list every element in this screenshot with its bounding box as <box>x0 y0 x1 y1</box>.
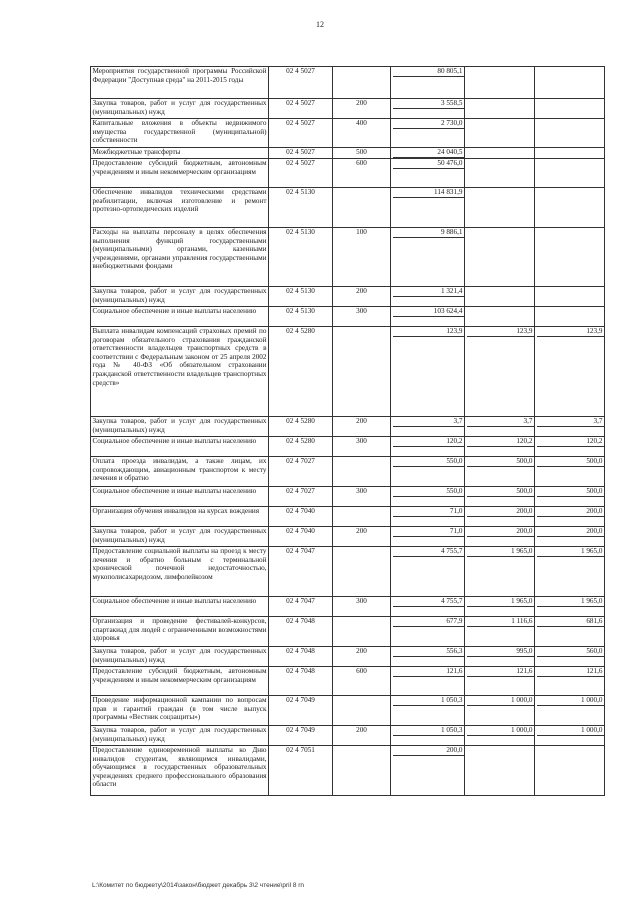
row-value-2016-cell <box>535 617 605 647</box>
row-value-2016-cell <box>535 487 605 507</box>
row-value: 4 755,7 <box>393 597 465 607</box>
row-value-2014-cell <box>391 726 465 746</box>
row-name-cell: Закупка товаров, работ и услуг для государственных (муниципальных) нужд <box>91 417 269 437</box>
row-code-cell: 02 4 7048 <box>269 617 333 647</box>
row-value-2014-cell <box>391 437 465 457</box>
row-code-cell: 02 4 5130 <box>269 307 333 327</box>
table-row <box>91 527 605 547</box>
row-value-2016-cell <box>535 67 605 99</box>
row-value-2014-cell <box>391 99 465 119</box>
row-code-cell: 02 4 5027 <box>269 119 333 148</box>
row-value-2016-cell <box>535 307 605 327</box>
row-value: 9 886,1 <box>393 228 465 238</box>
row-type-cell: 200 <box>333 99 391 119</box>
row-value: 550,0 <box>393 487 465 497</box>
row-value: 4 755,7 <box>393 547 465 557</box>
table-row <box>91 547 605 597</box>
row-value-2015-cell <box>465 726 535 746</box>
row-code-cell: 02 4 5130 <box>269 228 333 287</box>
row-value-2014-cell <box>391 67 465 99</box>
row-name-cell: Организация обучения инвалидов на курсах вождения <box>91 507 269 527</box>
row-value: 556,3 <box>393 647 465 657</box>
row-value: 1 050,3 <box>393 726 465 736</box>
budget-table <box>90 66 605 796</box>
row-name-cell: Проведение информационной кампании по вопросам прав и гарантий граждан (в том числе выпуск программы «Вестник соцзащиты») <box>91 696 269 726</box>
row-name-cell: Капитальные вложения в объекты недвижимого имущества государственной (муниципальной) собственности <box>91 119 269 148</box>
table-row <box>91 159 605 188</box>
row-value-2014-cell <box>391 746 465 796</box>
row-value-2015-cell <box>465 188 535 228</box>
row-value-2014-cell <box>391 547 465 597</box>
row-value-2014-cell <box>391 696 465 726</box>
row-value-2016-cell <box>535 417 605 437</box>
row-value: 1 116,6 <box>467 617 535 627</box>
row-value-2015-cell <box>465 327 535 417</box>
row-value-2016-cell <box>535 437 605 457</box>
row-value: 120,2 <box>537 437 605 447</box>
row-code-cell: 02 4 7040 <box>269 507 333 527</box>
row-name-cell: Предоставление социальной выплаты на проезд к месту лечения и обратно больным с терминальной хронической почечной недостаточностью, мукополисахаридозом, лимфолейкозом <box>91 547 269 597</box>
row-type-cell <box>333 746 391 796</box>
row-code-cell: 02 4 5027 <box>269 159 333 188</box>
row-code-cell: 02 4 7051 <box>269 746 333 796</box>
row-value-2016-cell <box>535 667 605 696</box>
row-value-2015-cell <box>465 746 535 796</box>
row-name-cell: Закупка товаров, работ и услуг для государственных (муниципальных) нужд <box>91 527 269 547</box>
row-type-cell: 200 <box>333 647 391 667</box>
row-type-cell <box>333 67 391 99</box>
budget-table-body <box>91 67 605 796</box>
table-row <box>91 597 605 617</box>
row-value-2014-cell <box>391 457 465 487</box>
row-value: 50 476,0 <box>393 159 465 169</box>
row-code-cell: 02 4 7048 <box>269 667 333 696</box>
row-value: 1 965,0 <box>467 547 535 557</box>
table-row <box>91 507 605 527</box>
row-value-2016-cell <box>535 287 605 307</box>
row-code-cell: 02 4 7049 <box>269 726 333 746</box>
row-type-cell: 300 <box>333 307 391 327</box>
row-type-cell: 200 <box>333 287 391 307</box>
row-name-cell: Выплата инвалидам компенсаций страховых премий по договорам обязательного страхования гражданской ответственности владельцев транспортных средств в соответствии с Федеральным законом от 25 апреля 2002 года № 40-ФЗ «Об обязательном страховании гражданской ответственности владельцев транспортных средств» <box>91 327 269 417</box>
row-value-2015-cell <box>465 119 535 148</box>
table-row <box>91 437 605 457</box>
row-value-2015-cell <box>465 148 535 159</box>
row-value-2016-cell <box>535 159 605 188</box>
row-value-2016-cell <box>535 726 605 746</box>
row-value: 103 624,4 <box>393 307 465 317</box>
table-row <box>91 726 605 746</box>
row-name-cell: Социальное обеспечение и иные выплаты населению <box>91 597 269 617</box>
row-value: 1 965,0 <box>537 547 605 557</box>
row-value-2015-cell <box>465 417 535 437</box>
row-name-cell: Закупка товаров, работ и услуг для государственных (муниципальных) нужд <box>91 726 269 746</box>
row-value-2014-cell <box>391 417 465 437</box>
row-type-cell <box>333 507 391 527</box>
row-value: 24 040,5 <box>393 148 465 158</box>
row-value: 681,6 <box>537 617 605 627</box>
row-value: 995,0 <box>467 647 535 657</box>
row-name-cell: Закупка товаров, работ и услуг для государственных (муниципальных) нужд <box>91 99 269 119</box>
row-value-2014-cell <box>391 597 465 617</box>
row-value-2015-cell <box>465 437 535 457</box>
row-value: 123,9 <box>537 327 605 337</box>
row-type-cell: 500 <box>333 148 391 159</box>
table-row <box>91 746 605 796</box>
row-name-cell: Закупка товаров, работ и услуг для государственных (муниципальных) нужд <box>91 647 269 667</box>
table-row <box>91 617 605 647</box>
row-value-2014-cell <box>391 327 465 417</box>
row-value: 550,0 <box>393 457 465 467</box>
table-row <box>91 119 605 148</box>
row-value-2015-cell <box>465 487 535 507</box>
row-value-2016-cell <box>535 188 605 228</box>
row-value-2014-cell <box>391 119 465 148</box>
row-type-cell: 100 <box>333 228 391 287</box>
row-code-cell: 02 4 5130 <box>269 188 333 228</box>
row-value: 1 965,0 <box>537 597 605 607</box>
row-code-cell: 02 4 5280 <box>269 437 333 457</box>
row-code-cell: 02 4 7027 <box>269 457 333 487</box>
row-value-2015-cell <box>465 507 535 527</box>
table-row <box>91 457 605 487</box>
row-value-2015-cell <box>465 457 535 487</box>
row-value: 200,0 <box>393 746 465 756</box>
row-value-2016-cell <box>535 119 605 148</box>
row-value-2014-cell <box>391 507 465 527</box>
row-value-2016-cell <box>535 457 605 487</box>
row-type-cell <box>333 327 391 417</box>
row-name-cell: Предоставление субсидий бюджетным, автономным учреждениям и иным некоммерческим организациям <box>91 159 269 188</box>
row-code-cell: 02 4 5027 <box>269 99 333 119</box>
row-value-2014-cell <box>391 307 465 327</box>
table-row <box>91 287 605 307</box>
row-code-cell: 02 4 7049 <box>269 696 333 726</box>
table-row <box>91 228 605 287</box>
row-type-cell: 200 <box>333 527 391 547</box>
row-code-cell: 02 4 5280 <box>269 327 333 417</box>
row-type-cell: 200 <box>333 417 391 437</box>
row-value: 1 000,0 <box>537 726 605 736</box>
row-value: 1 000,0 <box>537 696 605 706</box>
row-name-cell: Предоставление единовременной выплаты ко Дню инвалидов студентам, являющимся инвалидами, обучающимся в государственных образовательных учреждениях среднего профессионального образования области <box>91 746 269 796</box>
row-value: 1 000,0 <box>467 726 535 736</box>
row-value: 121,6 <box>537 667 605 677</box>
row-value-2015-cell <box>465 647 535 667</box>
row-value-2014-cell <box>391 159 465 188</box>
row-value-2015-cell <box>465 547 535 597</box>
row-type-cell: 200 <box>333 726 391 746</box>
row-name-cell: Межбюджетные трансферты <box>91 148 269 159</box>
row-value: 121,6 <box>467 667 535 677</box>
row-value-2016-cell <box>535 647 605 667</box>
row-value-2015-cell <box>465 597 535 617</box>
row-value: 71,0 <box>393 527 465 537</box>
row-value-2016-cell <box>535 547 605 597</box>
row-type-cell <box>333 457 391 487</box>
row-value-2015-cell <box>465 696 535 726</box>
row-value: 1 000,0 <box>467 696 535 706</box>
row-value: 1 050,3 <box>393 696 465 706</box>
table-row <box>91 67 605 99</box>
row-type-cell: 400 <box>333 119 391 148</box>
row-value: 200,0 <box>467 507 535 517</box>
row-value-2016-cell <box>535 327 605 417</box>
row-value: 3,7 <box>393 417 465 427</box>
row-value-2016-cell <box>535 696 605 726</box>
row-type-cell: 300 <box>333 597 391 617</box>
row-name-cell: Расходы на выплаты персоналу в целях обеспечения выполнения функций государственными (муниципальными) органами, казенными учреждениями, органами управления государственными внебюджетными фондами <box>91 228 269 287</box>
row-value-2014-cell <box>391 228 465 287</box>
row-value-2014-cell <box>391 527 465 547</box>
table-row <box>91 307 605 327</box>
row-name-cell: Мероприятия государственной программы Российской Федерации "Доступная среда" на 2011-2015 годы <box>91 67 269 99</box>
row-value: 71,0 <box>393 507 465 517</box>
row-value-2014-cell <box>391 647 465 667</box>
row-value: 80 805,1 <box>393 67 465 77</box>
table-row <box>91 188 605 228</box>
row-value: 1 965,0 <box>467 597 535 607</box>
row-value-2015-cell <box>465 99 535 119</box>
row-value-2014-cell <box>391 287 465 307</box>
row-type-cell: 600 <box>333 159 391 188</box>
row-code-cell: 02 4 7027 <box>269 487 333 507</box>
table-row <box>91 667 605 696</box>
row-value: 500,0 <box>537 487 605 497</box>
row-name-cell: Закупка товаров, работ и услуг для государственных (муниципальных) нужд <box>91 287 269 307</box>
row-value: 121,6 <box>393 667 465 677</box>
row-value-2016-cell <box>535 99 605 119</box>
row-code-cell: 02 4 5027 <box>269 148 333 159</box>
row-name-cell: Социальное обеспечение и иные выплаты населению <box>91 437 269 457</box>
row-value-2016-cell <box>535 597 605 617</box>
page-number: 12 <box>316 20 324 29</box>
row-name-cell: Социальное обеспечение и иные выплаты населению <box>91 487 269 507</box>
row-code-cell: 02 4 7040 <box>269 527 333 547</box>
row-code-cell: 02 4 7047 <box>269 547 333 597</box>
table-row <box>91 99 605 119</box>
row-value: 123,9 <box>393 327 465 337</box>
row-value: 200,0 <box>537 527 605 537</box>
row-value: 3,7 <box>537 417 605 427</box>
row-code-cell: 02 4 7047 <box>269 597 333 617</box>
row-value-2015-cell <box>465 307 535 327</box>
row-value: 3 558,5 <box>393 99 465 109</box>
row-value: 1 321,4 <box>393 287 465 297</box>
row-value-2015-cell <box>465 228 535 287</box>
row-code-cell: 02 4 7048 <box>269 647 333 667</box>
row-type-cell <box>333 547 391 597</box>
table-row <box>91 148 605 159</box>
row-value-2014-cell <box>391 667 465 696</box>
table-row <box>91 417 605 437</box>
row-type-cell: 300 <box>333 437 391 457</box>
row-value-2016-cell <box>535 228 605 287</box>
row-type-cell: 300 <box>333 487 391 507</box>
row-value-2016-cell <box>535 148 605 159</box>
row-value-2016-cell <box>535 746 605 796</box>
row-value-2014-cell <box>391 188 465 228</box>
row-type-cell <box>333 696 391 726</box>
row-name-cell: Оплата проезда инвалидам, а также лицам, их сопровождающим, авиационным транспортом к месту лечения и обратно <box>91 457 269 487</box>
row-value: 677,9 <box>393 617 465 627</box>
row-value-2014-cell <box>391 148 465 159</box>
table-row <box>91 487 605 507</box>
row-value: 560,0 <box>537 647 605 657</box>
row-value-2015-cell <box>465 617 535 647</box>
row-type-cell: 600 <box>333 667 391 696</box>
row-value: 3,7 <box>467 417 535 427</box>
row-value: 500,0 <box>467 457 535 467</box>
table-row <box>91 696 605 726</box>
row-value: 114 831,9 <box>393 188 465 198</box>
table-row <box>91 647 605 667</box>
row-name-cell: Предоставление субсидий бюджетным, автономным учреждениям и иным некоммерческим организациям <box>91 667 269 696</box>
row-type-cell <box>333 188 391 228</box>
row-value-2015-cell <box>465 287 535 307</box>
row-code-cell: 02 4 5130 <box>269 287 333 307</box>
row-value-2014-cell <box>391 487 465 507</box>
row-value: 120,2 <box>467 437 535 447</box>
row-value: 120,2 <box>393 437 465 447</box>
row-value-2015-cell <box>465 159 535 188</box>
row-type-cell <box>333 617 391 647</box>
row-name-cell: Организация и проведение фестивалей-конкурсов, спартакиад для людей с ограниченными возможностями здоровья <box>91 617 269 647</box>
row-value-2016-cell <box>535 527 605 547</box>
row-value: 500,0 <box>537 457 605 467</box>
row-value: 200,0 <box>537 507 605 517</box>
row-value-2014-cell <box>391 617 465 647</box>
row-value: 500,0 <box>467 487 535 497</box>
row-value-2015-cell <box>465 527 535 547</box>
table-row <box>91 327 605 417</box>
row-value-2015-cell <box>465 667 535 696</box>
row-value-2016-cell <box>535 507 605 527</box>
row-value: 123,9 <box>467 327 535 337</box>
row-name-cell: Социальное обеспечение и иные выплаты населению <box>91 307 269 327</box>
row-value: 2 730,0 <box>393 119 465 129</box>
row-code-cell: 02 4 5027 <box>269 67 333 99</box>
row-value: 200,0 <box>467 527 535 537</box>
footer-file-path: L:\Комитет по бюджету\2014\закон\бюджет декабрь 3\2 чтение\pril 8 rn <box>92 882 305 889</box>
row-value-2015-cell <box>465 67 535 99</box>
row-code-cell: 02 4 5280 <box>269 417 333 437</box>
row-name-cell: Обеспечение инвалидов техническими средствами реабилитации, включая изготовление и ремонт протезно-ортопедических изделий <box>91 188 269 228</box>
